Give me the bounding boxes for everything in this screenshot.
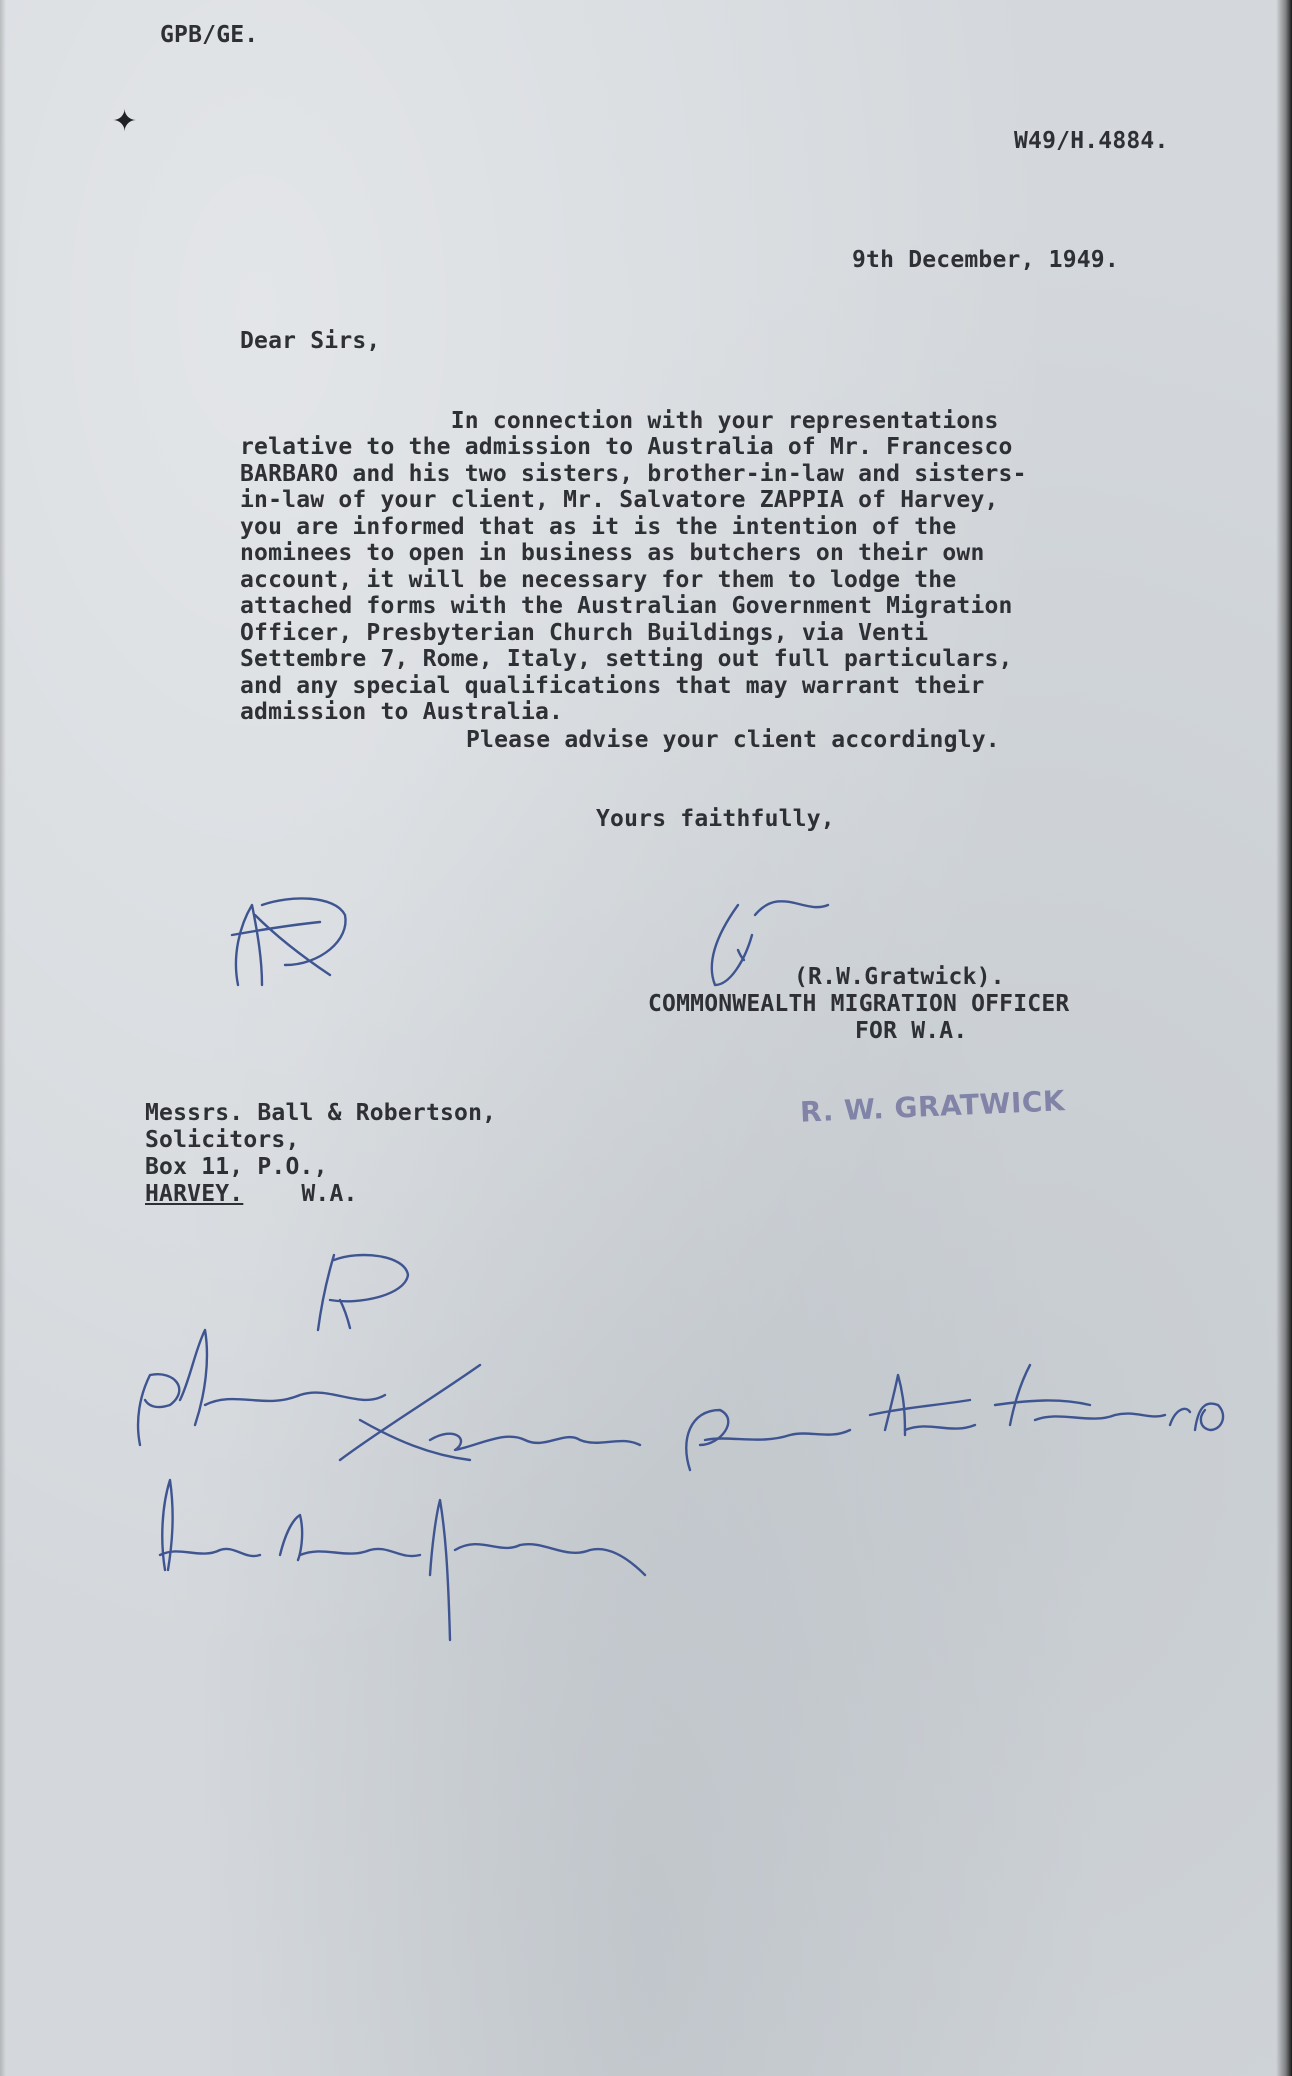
body-line: Officer, Presbyterian Church Buildings, via Venti bbox=[240, 619, 929, 646]
advise-line: Please advise your client accordingly. bbox=[466, 727, 1000, 753]
addressee-state: W.A. bbox=[301, 1181, 358, 1207]
addressee-box: Box 11, P.O., bbox=[145, 1154, 328, 1180]
body-paragraph bbox=[240, 381, 1027, 779]
addressee-town-line bbox=[145, 1181, 358, 1208]
body-line: BARBARO and his two sisters, brother-in-law and sisters- bbox=[240, 460, 1027, 487]
body-line: in-law of your client, Mr. Salvatore ZAPPIA of Harvey, bbox=[240, 487, 999, 513]
body-line: relative to the admission to Australia of Mr. Francesco bbox=[240, 434, 1013, 460]
page-left-edge bbox=[0, 0, 6, 2076]
body-line: you are informed that as it is the intention of the bbox=[240, 513, 957, 540]
body-line: admission to Australia. bbox=[240, 699, 564, 725]
signer-name: (R.W.Gratwick). bbox=[794, 964, 1005, 990]
body-line: attached forms with the Australian Government Migration bbox=[240, 593, 1013, 619]
file-reference-left: GPB/GE. bbox=[160, 22, 259, 48]
addressee-town: HARVEY. bbox=[145, 1181, 244, 1207]
body-line: In connection with your representations bbox=[240, 407, 999, 434]
handwritten-note-line-2 bbox=[160, 1480, 645, 1640]
addressee-name: Messrs. Ball & Robertson, bbox=[145, 1100, 497, 1126]
body-line: nominees to open in business as butchers on their own bbox=[240, 540, 985, 566]
name-stamp: R. W. GRATWICK bbox=[799, 1084, 1066, 1129]
body-line: and any special qualifications that may warrant their bbox=[240, 672, 985, 699]
file-reference-right: W49/H.4884. bbox=[1014, 128, 1169, 154]
salutation: Dear Sirs, bbox=[240, 328, 381, 354]
addressee-profession: Solicitors, bbox=[145, 1127, 300, 1153]
signer-title: COMMONWEALTH MIGRATION OFFICER bbox=[648, 991, 1070, 1017]
signer-title-region: FOR W.A. bbox=[855, 1018, 968, 1044]
closing: Yours faithfully, bbox=[596, 806, 835, 832]
letter-date: 9th December, 1949. bbox=[852, 247, 1119, 273]
punch-mark-icon: ✦ bbox=[112, 104, 138, 139]
body-line: Settembre 7, Rome, Italy, setting out full particulars, bbox=[240, 646, 1013, 672]
handwritten-note-line-1 bbox=[138, 1330, 1223, 1470]
body-line: account, it will be necessary for them to lodge the bbox=[240, 566, 957, 593]
handwritten-initial-r bbox=[318, 1255, 408, 1330]
handwritten-initials-left bbox=[232, 898, 346, 985]
page-right-edge-shadow bbox=[1276, 0, 1292, 2076]
